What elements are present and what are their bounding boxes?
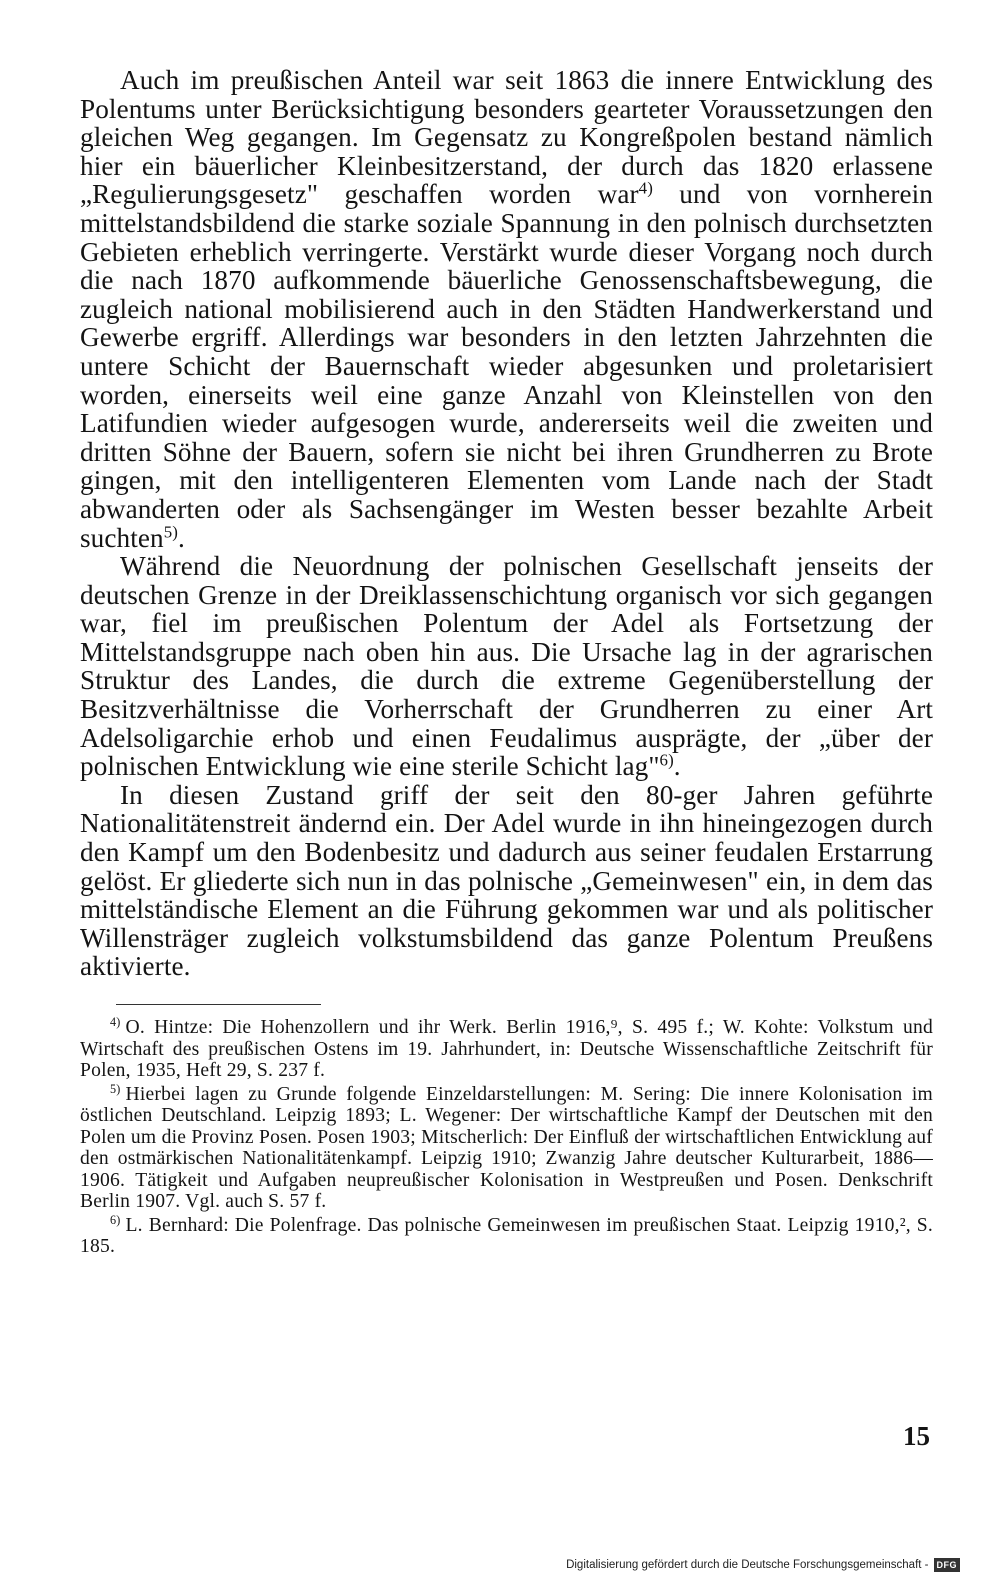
footnote-text: L. Bernhard: Die Polenfrage. Das polnische Gemeinwesen im preußischen Staat. Leipzig 1910,², S. 185. bbox=[80, 1214, 933, 1257]
body-paragraph-1: Auch im preußischen Anteil war seit 1863 die innere Entwicklung des Polentums unter Berücksichtigung besonders gearteter Voraussetzungen den gleichen Weg gegangen. Im Gegensatz zu Kongreßpolen bestand nämlich hier ein bäuerlicher Kleinbesitzerstand, der durch das 1820 erlassene „Regulierungsgesetz" geschaffen worden war$^{4)}$ und von vornherein mittelstandsbildend die starke soziale Spannung in den polnisch durchsetzten Gebieten erheblich verringerte. Verstärkt wurde dieser Vorgang noch durch die nach 1870 aufkommende bäuerliche Genossenschaftsbewegung, die zugleich national mobilisierend auch in den Städten Handwerkerstand und Gewerbe ergriff. Allerdings war besonders in den letzten Jahrzehnten die untere Schicht der Bauernschaft wieder abgesunken und proletarisiert worden, einerseits weil eine ganze Anzahl von Kleinstellen von den Latifundien wieder aufgesogen wurde, andererseits weil die zweiten und dritten Söhne der Bauern, sofern sie nicht bei ihren Grundherren zu Brote gingen, mit den intelligenteren Elementen vom Lande nach der Stadt abwanderten oder als Sachsengänger im Westen besser bezahlte Arbeit suchten$^{5)}$. bbox=[80, 65, 933, 553]
footnote-marker: 4) bbox=[110, 1015, 121, 1030]
footnote-divider bbox=[116, 1004, 321, 1005]
footnote-marker: 5) bbox=[110, 1081, 121, 1096]
body-paragraph-3: In diesen Zustand griff der seit den 80-ger Jahren geführte Nationalitätenstreit ändernd ein. Der Adel wurde in ihn hineingezogen durch den Kampf um den Bodenbesitz und dadurch aus seiner feudalen Erstarrung gelöst. Er gliederte sich nun in das polnische „Gemeinwesen" ein, in dem das mittelständische Element an die Führung gekommen war und als politischer Willensträger zugleich volkstumsbildend das ganze Polentum Preußens aktivierte. bbox=[80, 779, 933, 982]
footnote-reference-5[interactable]: 5) bbox=[163, 522, 178, 542]
footnote-6 bbox=[80, 1212, 933, 1258]
page-number: 15 bbox=[903, 1421, 930, 1451]
footnote-reference-4[interactable]: 4) bbox=[638, 179, 653, 199]
digitization-credit bbox=[566, 1558, 960, 1572]
footnote-4 bbox=[80, 1017, 933, 1082]
footnote-text: Hierbei lagen zu Grunde folgende Einzeldarstellungen: M. Sering: Die innere Kolonisation im östlichen Deutschland. Leipzig 1893; L. Wegener: Der wirtschaftliche Kampf der Deutschen mit den Polen um die Provinz Posen. Posen 1903; Mitscherlich: Der Einfluß der wirtschaftlichen Entwicklung auf den ostmärkischen Nationalitätenkampf. Leipzig 1910; Zwanzig Jahre deutscher Kulturarbeit, 1886—1906. Tätigkeit und Aufgaben neupreußischer Kolonisation in Westpreußen und Posen. Denkschrift Berlin 1907. Vgl. auch S. 57 f. bbox=[80, 1083, 933, 1212]
footnote-5 bbox=[80, 1081, 933, 1213]
footnote-marker: 6) bbox=[110, 1212, 121, 1227]
dfg-logo-icon: DFG bbox=[934, 1558, 961, 1572]
footnote-reference-6[interactable]: 6) bbox=[659, 750, 674, 770]
page-body bbox=[80, 66, 933, 1260]
footnote-text: O. Hintze: Die Hohenzollern und ihr Werk. Berlin 1916,⁹, S. 495 f.; W. Kohte: Volkstum und Wirtschaft des preußischen Ostens im 19. Jahrhundert, in: Deutsche Wissenschaftliche Zeitschrift für Polen, 1935, Heft 29, S. 237 f. bbox=[80, 1017, 933, 1081]
body-paragraph-2: Während die Neuordnung der polnischen Gesellschaft jenseits der deutschen Grenze in der Dreiklassenschichtung organisch vor sich gegangen war, fiel im preußischen Polentum der Adel als Fortsetzung der Mittelstandsgruppe nach oben hin aus. Die Ursache lag in der agrarischen Struktur des Landes, die durch die extreme Gegenüberstellung der Besitzverhältnisse die Vorherrschaft der Grundherren zu einer Art Adelsoligarchie erhob und einen Feudalimus ausprägte, der „über der polnischen Entwicklung wie eine sterile Schicht lag"$^{6)}$. bbox=[80, 551, 933, 782]
credit-text: Digitalisierung gefördert durch die Deutsche Forschungsgemeinschaft - bbox=[566, 1559, 929, 1571]
